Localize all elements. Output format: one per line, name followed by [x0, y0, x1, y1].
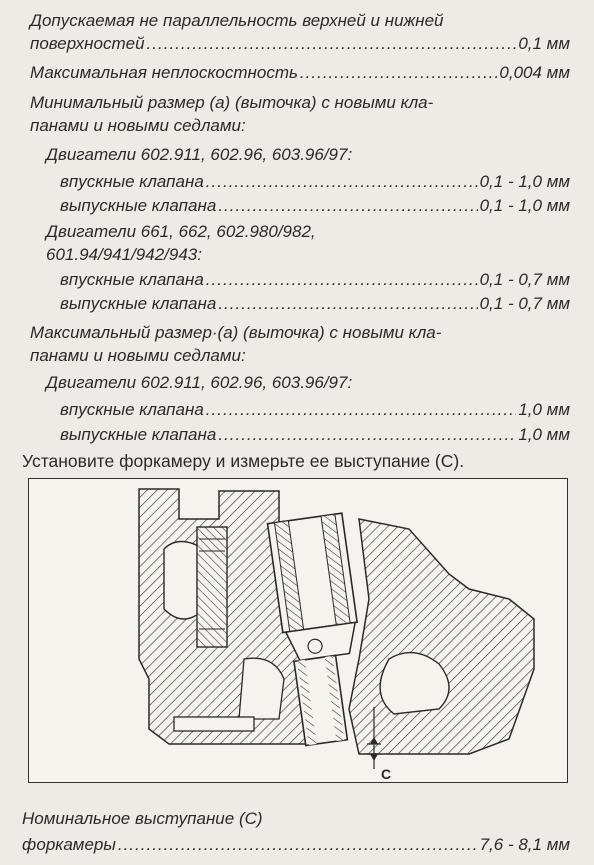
flatness-label: Максимальная неплоскостность [30, 63, 298, 82]
leader-dots [206, 399, 517, 421]
nominal-label-line1: Номинальное выступание (С) [22, 809, 263, 828]
min-cut-group2-intake-label: впускные клапана [60, 270, 204, 289]
max-cut-intake-label: впускные клапана [60, 400, 204, 419]
nominal-row [22, 834, 570, 856]
min-cut-group2-exhaust-value: 0,1 - 0,7 мм [479, 294, 570, 313]
callout-c-label: C [381, 766, 392, 782]
max-cut-exhaust-row [60, 424, 570, 446]
min-cut-group2-exhaust-row [60, 293, 570, 315]
leader-dots [118, 834, 478, 856]
min-cut-group1-engines: Двигатели 602.911, 602.96, 603.96/97: [46, 145, 353, 164]
min-cut-group1-exhaust-value: 0,1 - 1,0 мм [479, 196, 570, 215]
min-cut-group1-exhaust-row [60, 195, 570, 217]
leader-dots [218, 195, 477, 217]
nominal-value: 7,6 - 8,1 мм [479, 835, 570, 854]
parallelism-row [30, 33, 570, 55]
max-cut-heading-line2: панами и новыми седлами: [30, 346, 246, 365]
min-cut-heading-line1: Минимальный размер (а) (выточка) с новыми кла- [30, 93, 434, 112]
leader-dots [206, 171, 478, 193]
max-cut-intake-row [60, 399, 570, 421]
min-cut-heading-line2: панами и новыми седлами: [30, 116, 246, 135]
leader-dots [218, 293, 477, 315]
instruction-text: Установите форкамеру и измерьте ее выступание (С). [22, 451, 465, 471]
max-cut-exhaust-value: 1,0 мм [518, 425, 570, 444]
min-cut-group2-engines-line1: Двигатели 661, 662, 602.980/982, [46, 222, 316, 241]
leader-dots [147, 33, 517, 55]
max-cut-heading-line1: Максимальный размер·(а) (выточка) с новыми кла- [30, 323, 442, 342]
flatness-row [30, 62, 570, 84]
parallelism-label-line2: поверхностей [30, 34, 145, 53]
nominal-label-line2: форкамеры [22, 835, 116, 854]
min-cut-group2-engines-line2: 601.94/941/942/943: [46, 245, 202, 264]
max-cut-engines: Двигатели 602.911, 602.96, 603.96/97: [46, 373, 353, 392]
min-cut-group2-intake-value: 0,1 - 0,7 мм [479, 270, 570, 289]
min-cut-group2-exhaust-label: выпускные клапана [60, 294, 217, 313]
flatness-value: 0,004 мм [499, 63, 570, 82]
cylinder-head-section-drawing [29, 479, 569, 784]
min-cut-group1-exhaust-label: выпускные клапана [60, 196, 217, 215]
prechamber-figure [28, 478, 568, 783]
leader-dots [206, 269, 478, 291]
parallelism-value: 0,1 мм [518, 34, 570, 53]
max-cut-intake-value: 1,0 мм [518, 400, 570, 419]
leader-dots [300, 62, 498, 84]
min-cut-group1-intake-row [60, 171, 570, 193]
leader-dots [218, 424, 516, 446]
min-cut-group1-intake-label: впускные клапана [60, 172, 204, 191]
parallelism-label-line1: Допускаемая не параллельность верхней и нижней [30, 11, 444, 30]
min-cut-group2-intake-row [60, 269, 570, 291]
max-cut-exhaust-label: выпускные клапана [60, 425, 217, 444]
min-cut-group1-intake-value: 0,1 - 1,0 мм [479, 172, 570, 191]
